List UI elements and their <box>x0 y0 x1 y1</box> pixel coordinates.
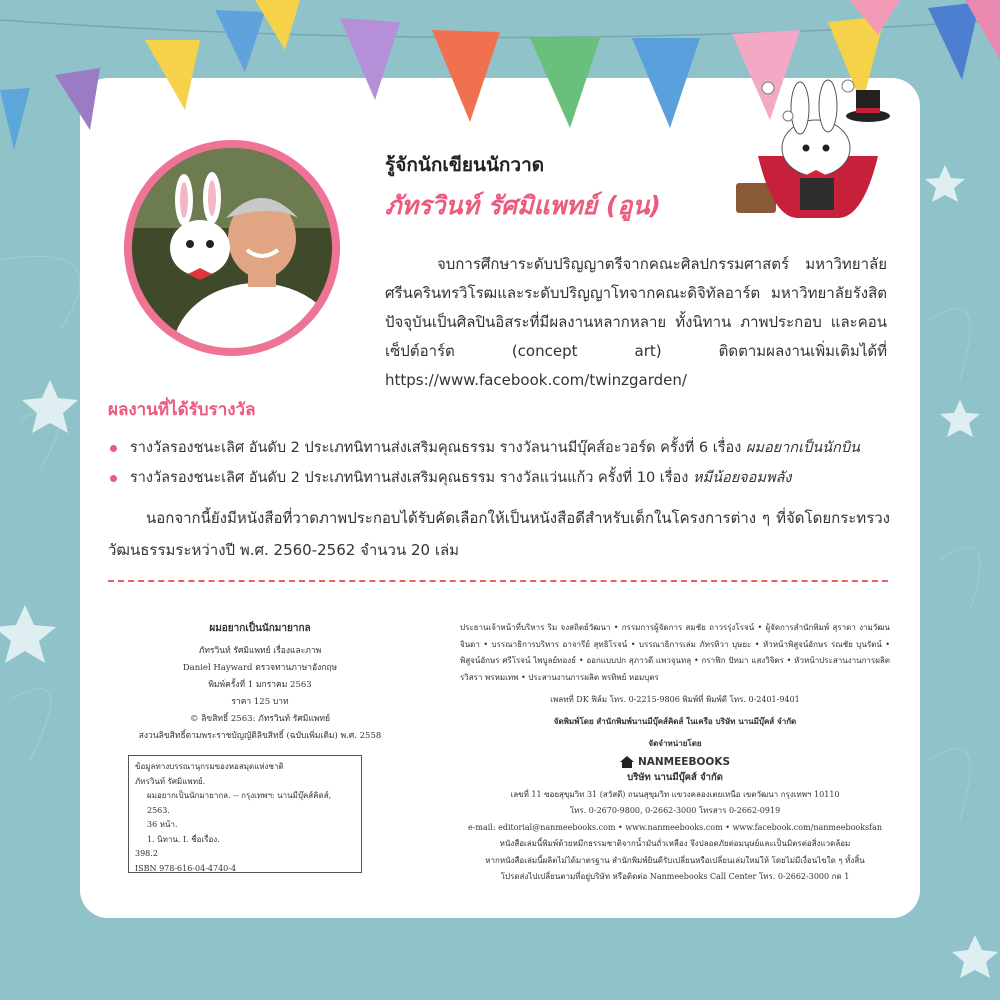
section-heading: รู้จักนักเขียนนักวาด <box>385 154 545 176</box>
bullet-icon <box>110 475 117 482</box>
cip-data-box <box>128 755 362 873</box>
rights-line: สงวนลิขสิทธิ์ตามพระราชบัญญัติลิขสิทธิ์ (ฉบับเพิ่มเติม) พ.ศ. 2558 <box>138 731 382 741</box>
edition-line: พิมพ์ครั้งที่ 1 มกราคม 2563 <box>208 680 312 690</box>
return-note: หากหนังสือเล่มนี้ผลิตไม่ได้มาตรฐาน สำนักพิมพ์ยินดีรับเปลี่ยนหรือเปลี่ยนเล่มใหม่ให้ โดยไม่มีเงื่อนไขใด ๆ ทั้งสิ้น <box>485 855 865 865</box>
star-icon <box>940 400 980 437</box>
author-intro <box>385 150 905 226</box>
author-name: ภัทรวินท์ รัศมิแพทย์ (อูน) <box>385 191 661 220</box>
book-title: ผมอยากเป็นนักมายากล <box>209 623 311 634</box>
star-icon <box>925 165 965 202</box>
print-shop-line: เพลทที่ DK ฟิล์ม โทร. 0-2215-9806 พิมพ์ที่ พิมพ์ดี โทร. 0-2401-9401 <box>550 695 800 704</box>
star-icon <box>952 935 998 978</box>
phone-line: โทร. 0-2670-9800, 0-2662-3000 โทรสาร 0-2662-0919 <box>569 806 781 815</box>
copyright-line: © ลิขสิทธิ์ 2563: ภัทรวินท์ รัศมิแพทย์ <box>190 714 330 724</box>
cip-line: 398.2 <box>135 849 158 858</box>
publisher-line: จัดพิมพ์โดย สำนักพิมพ์นานมีบุ๊คส์คิดส์ ในเครือ บริษัท นานมีบุ๊คส์ จำกัด <box>553 715 797 726</box>
cip-line: ผมอยากเป็นนักมายากล. -- กรุงเทพฯ: นานมีบุ๊คส์คิดส์, 2563. <box>147 791 332 815</box>
paper-note: หนังสือเล่มนี้พิมพ์ด้วยหมึกธรรมชาติจากน้ำมันถั่วเหลือง จึงปลอดภัยต่อมนุษย์และเป็นมิตรต่อสิ่งแวดล้อม <box>499 839 851 848</box>
contact-line: e-mail: editorial@nanmeebooks.com • www.nanmeebooks.com • www.facebook.com/nanmeebooksfan <box>467 822 883 832</box>
award-book-title: ผมอยากเป็นนักบิน <box>745 440 860 456</box>
award-text: รางวัลรองชนะเลิศ อันดับ 2 ประเภทนิทานส่งเสริมคุณธรรม รางวัลนานมีบุ๊คส์อะวอร์ด ครั้งที่ 6 เรื่อง <box>130 440 746 456</box>
cip-line: 1. นิทาน. I. ชื่อเรื่อง. <box>147 834 220 844</box>
staff-credits: ประธานเจ้าหน้าที่บริหาร ริม จงสถิตย์วัฒนา • กรรมการผู้จัดการ สมชัย ถาวรรุ่งโรจน์ • ผู้จัดการสำนักพิมพ์ สุราดา งามวัฒนจินดา • บรรณาธิการบริหาร อาจารีย์ สุทธิโรจน์ • บรรณาธิการเล่ม ภัทรทิวา บุษยะ • หัวหน้าพิสูจน์อักษร รณชัย บุนรัตน์ • พิสูจน์อักษร ศรีโรจน์ ไพบูลย์ทองธ์ • ออกแบบปก สุภาวดี แพวจุนทลุ • กราฟิก ปัทมา แสงวิจิตร • หัวหน้าประสานงานการผลิต รวิสรา พรหมเทพ • ประสานงานการผลิต พรทิพย์ หอมบุตร <box>460 623 890 682</box>
bullet-icon <box>110 445 117 452</box>
cip-line: ข้อมูลทางบรรณานุกรมของหอสมุดแห่งชาติ <box>135 762 284 771</box>
credit-line: ภัทรวินท์ รัศมิแพทย์ เรื่องและภาพ <box>198 646 322 656</box>
price-line: ราคา 125 บาท <box>231 697 289 707</box>
cip-line: ภัทรวินท์ รัศมิแพทย์. <box>135 776 206 786</box>
star-icon <box>0 605 56 663</box>
bio-text: จบการศึกษาระดับปริญญาตรีจากคณะศิลปกรรมศาสตร์ มหาวิทยาลัยศรีนครินทรวิโรฒและระดับปริญญาโทจากคณะดิจิทัลอาร์ต มหาวิทยาลัยรังสิต ปัจจุบันเป็นศิลปินอิสระที่มีผลงานหลากหลาย ทั้งนิทาน ภาพประกอบ และคอนเซ็ปต์อาร์ต (concept art) ติดตามผลงานเพิ่มเติมได้ที่ https://www.facebook.com/twinzgarden/ <box>385 255 887 389</box>
credit-line: Daniel Hayward ตรวจทานภาษาอังกฤษ <box>182 663 338 673</box>
dashed-divider <box>108 580 888 582</box>
company-name: บริษัท นานมีบุ๊คส์ จำกัด <box>627 772 723 783</box>
recommended-books-note <box>108 502 890 566</box>
author-photo <box>122 138 342 358</box>
award-book-title: หมีน้อยจอมพลัง <box>692 470 792 486</box>
nanmeebooks-logo <box>460 754 890 771</box>
colophon-book-info <box>110 620 410 745</box>
awards-heading: ผลงานที่ได้รับรางวัล <box>108 400 256 420</box>
cip-line: 36 หน้า. <box>147 820 178 829</box>
note-text: นอกจากนี้ยังมีหนังสือที่วาดภาพประกอบได้รับคัดเลือกให้เป็นหนังสือดีสำหรับเด็กในโครงการต่าง ๆ ที่จัดโดยกระทรวงวัฒนธรรมระหว่างปี พ.ศ. 2560-2562 จำนวน 20 เล่ม <box>108 509 890 559</box>
award-text: รางวัลรองชนะเลิศ อันดับ 2 ประเภทนิทานส่งเสริมคุณธรรม รางวัลแว่นแก้ว ครั้งที่ 10 เรื่อง <box>130 470 693 486</box>
author-bio <box>385 250 887 395</box>
awards-section <box>108 396 898 493</box>
return-contact: โปรดส่งไปเปลี่ยนตามที่อยู่บริษัท หรือติดต่อ Nanmeebooks Call Center โทร. 0-2662-3000 กด 1 <box>500 872 850 881</box>
house-logo-icon <box>620 756 634 768</box>
isbn-line: ISBN 978-616-04-4740-4 <box>135 863 237 873</box>
logo-text: NANMEEBOOKS <box>637 755 731 768</box>
award-item <box>108 433 898 463</box>
address-line: เลขที่ 11 ซอยสุขุมวิท 31 (สวัสดี) ถนนสุขุมวิท แขวงคลองเตยเหนือ เขตวัฒนา กรุงเทพฯ 10110 <box>510 789 840 799</box>
distributor-label: จัดจำหน่ายโดย <box>648 738 702 748</box>
colophon-publisher-info <box>460 620 890 886</box>
award-item <box>108 463 898 493</box>
star-icon <box>22 380 78 433</box>
